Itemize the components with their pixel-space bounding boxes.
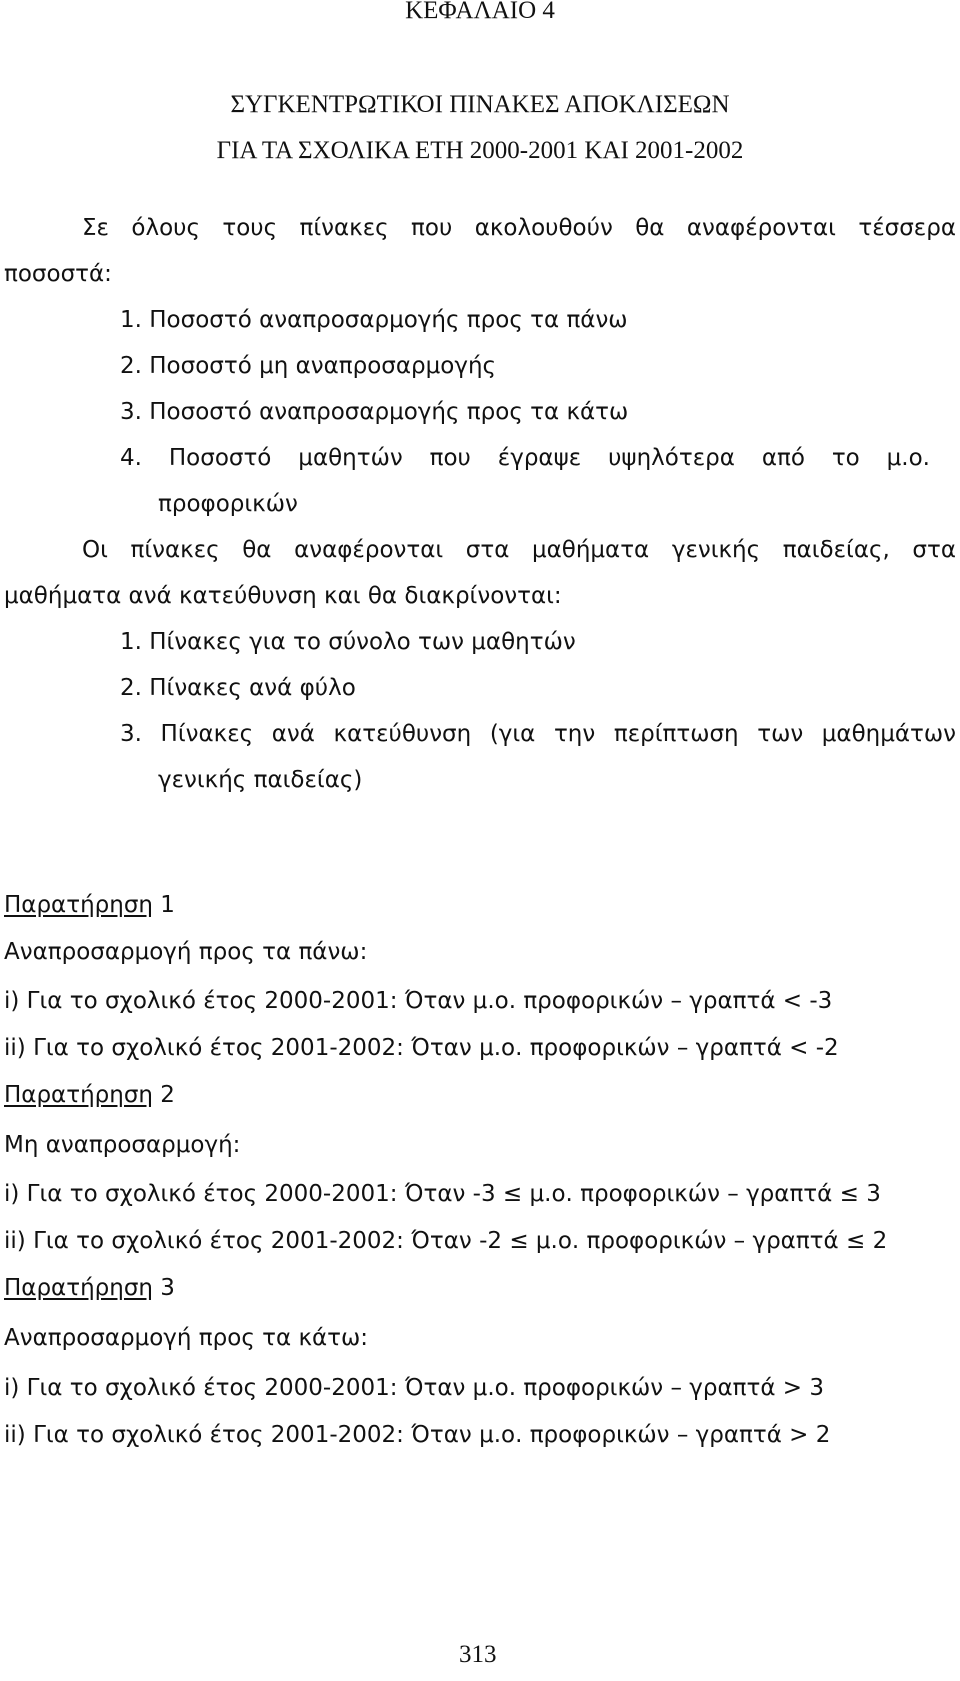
page-number: 313 <box>459 1641 497 1668</box>
list-item: 3. Ποσοστό αναπροσαρμογής προς τα κάτω <box>120 399 629 425</box>
note-number: 2 <box>160 1082 175 1108</box>
note-heading <box>4 1273 175 1303</box>
list-item: 3. Πίνακες ανά κατεύθυνση (για την περίπτωση των μαθημάτων <box>120 721 956 747</box>
intro-line-2: ποσοστά: <box>4 261 112 287</box>
list-item: 1. Πίνακες για το σύνολο των μαθητών <box>120 629 576 655</box>
note-line-ii: ii) Για το σχολικό έτος 2001-2002: Όταν -2 ≤ μ.ο. προφορικών – γραπτά ≤ 2 <box>4 1228 888 1254</box>
list-item: 2. Ποσοστό μη αναπροσαρμογής <box>120 353 497 379</box>
note-line-i: i) Για το σχολικό έτος 2000-2001: Όταν μ.ο. προφορικών – γραπτά < -3 <box>4 988 833 1014</box>
heading-line-2: ΓΙΑ ΤΑ ΣΧΟΛΙΚΑ ΕΤΗ 2000-2001 ΚΑΙ 2001-2002 <box>216 137 744 164</box>
tables-intro-line-2: μαθήματα ανά κατεύθυνση και θα διακρίνονται: <box>4 583 562 609</box>
list-item: 1. Ποσοστό αναπροσαρμογής προς τα πάνω <box>120 307 628 333</box>
note-number: 3 <box>160 1275 175 1301</box>
note-line-ii: ii) Για το σχολικό έτος 2001-2002: Όταν μ.ο. προφορικών – γραπτά < -2 <box>4 1035 839 1061</box>
note-number: 1 <box>160 892 175 918</box>
note-title: Παρατήρηση <box>4 1275 153 1301</box>
note-title: Παρατήρηση <box>4 892 153 918</box>
list-item-continuation: προφορικών <box>158 491 298 517</box>
note-heading <box>4 1080 175 1110</box>
note-line-i: i) Για το σχολικό έτος 2000-2001: Όταν -3 ≤ μ.ο. προφορικών – γραπτά ≤ 3 <box>4 1181 881 1207</box>
chapter-title: ΚΕΦΑΛΑΙΟ 4 <box>405 0 555 24</box>
note-subtitle: Αναπροσαρμογή προς τα κάτω: <box>4 1325 369 1351</box>
list-item: 4. Ποσοστό μαθητών που έγραψε υψηλότερα από το μ.ο. <box>120 445 930 471</box>
intro-line-1: Σε όλους τους πίνακες που ακολουθούν θα αναφέρονται τέσσερα <box>82 215 956 241</box>
note-line-ii: ii) Για το σχολικό έτος 2001-2002: Όταν μ.ο. προφορικών – γραπτά > 2 <box>4 1422 831 1448</box>
list-item: 2. Πίνακες ανά φύλο <box>120 675 356 701</box>
list-item-continuation: γενικής παιδείας) <box>158 767 363 793</box>
heading-line-1: ΣΥΓΚΕΝΤΡΩΤΙΚΟΙ ΠΙΝΑΚΕΣ ΑΠΟΚΛΙΣΕΩΝ <box>230 91 730 118</box>
note-subtitle: Αναπροσαρμογή προς τα πάνω: <box>4 939 368 965</box>
note-subtitle: Μη αναπροσαρμογή: <box>4 1132 241 1158</box>
tables-intro-line-1: Οι πίνακες θα αναφέρονται στα μαθήματα γενικής παιδείας, στα <box>82 537 956 563</box>
note-title: Παρατήρηση <box>4 1082 153 1108</box>
note-line-i: i) Για το σχολικό έτος 2000-2001: Όταν μ.ο. προφορικών – γραπτά > 3 <box>4 1375 825 1401</box>
note-heading <box>4 890 175 920</box>
